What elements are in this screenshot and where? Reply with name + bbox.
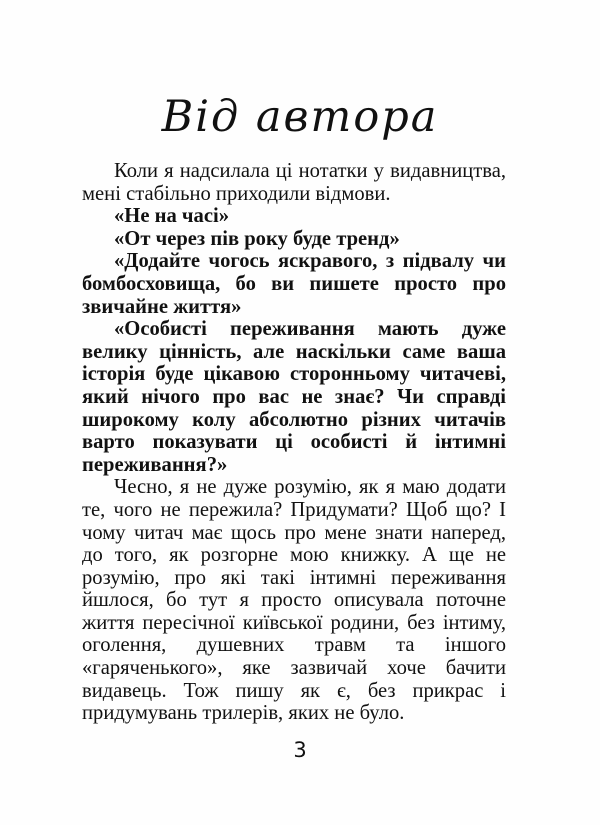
quote-trend: «От через пів року буде тренд» — [114, 227, 400, 250]
paragraph-intro: Коли я надсилала ці нотатки у видавництва, мені стабільно приходили відмови. — [82, 160, 506, 205]
page-number: 3 — [293, 738, 307, 762]
chapter-title: Від автора — [161, 92, 439, 142]
chapter-body — [82, 160, 506, 725]
quote-add-bright: «Додайте чогось яскравого, з підвалу чи бомбосховища, бо ви пишете просто про звичайне життя» — [82, 250, 506, 318]
paragraph-response: Чесно, я не дуже розумію, як я маю додати те, чого не пережила? Придумати? Щоб що? І чому читач має щось про мене знати наперед, до того, як розгорне мою книжку. А ще не розумію, про які такі інтимні переживання йшлося, бо тут я просто описувала поточне життя пересічної київської родини, без інтиму, оголення, душевних травм та іншого «гаряченького», яке зазвичай хоче бачити видавець. Тож пишу як є, без прикрас і придумувань трилерів, яких не було. — [82, 476, 506, 725]
quote-personal-experiences: «Особисті переживання мають дуже велику цінність, але наскільки саме ваша історія буде цікавою сторонньому читачеві, який нічого про вас не знає? Чи справді широкому колу абсолютно різних читачів варто показувати ці особисті й інтимні переживання?» — [82, 318, 506, 476]
quote-not-timely: «Не на часі» — [114, 205, 229, 228]
